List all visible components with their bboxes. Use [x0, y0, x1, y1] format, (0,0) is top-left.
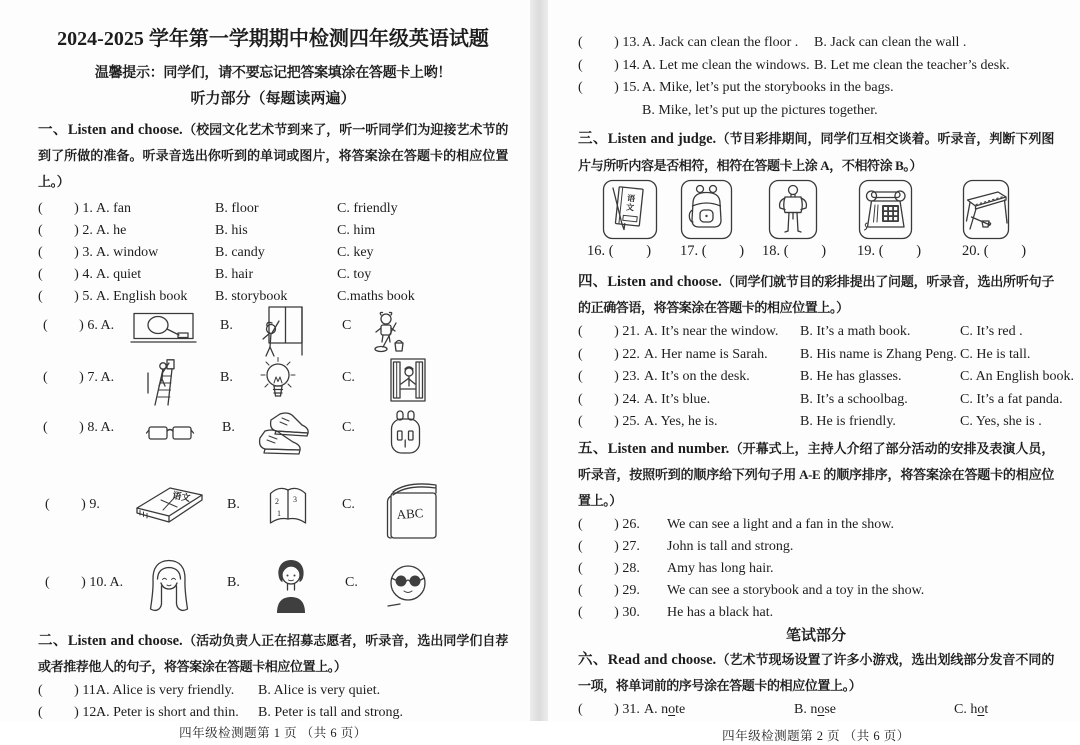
schoolbag-icon	[388, 409, 423, 456]
option-b: B. He has glasses.	[800, 369, 902, 384]
question-24-row	[578, 389, 1063, 412]
option-a: A. Let me clean the windows.	[642, 57, 810, 73]
option-c: C. hot	[954, 701, 989, 717]
page-2-footer: 四年级检测题第 2 页 （共 6 页）	[722, 728, 910, 743]
question-3-row	[38, 242, 508, 264]
section-1-title: Listen and choose.	[67, 122, 183, 138]
question-1-row	[38, 198, 508, 220]
question-29-row	[578, 580, 1054, 602]
question-6-row: ( ) 6. A. B. C	[38, 308, 508, 356]
option-b: B. hair	[215, 267, 254, 282]
sentence: John is tall and strong.	[667, 538, 794, 554]
glasses-icon	[146, 422, 194, 444]
answer-bracket: ( ) 26.	[578, 516, 640, 532]
question-15-option-b-row	[642, 100, 1054, 123]
question-5-row	[38, 286, 508, 308]
option-a: A. Mike, let’s put the storybooks in the bags.	[642, 80, 894, 95]
option-c: C. friendly	[337, 201, 398, 216]
sentence: We can see a light and a fan in the show.	[667, 516, 894, 532]
option-a: A. Her name is Sarah.	[644, 346, 768, 362]
answer-bracket: ( ) 29.	[578, 582, 640, 598]
question-12-row	[38, 702, 508, 724]
answer-bracket: ( ) 31.	[578, 701, 640, 717]
telephone-icon	[858, 179, 913, 240]
section-1-heading: 一、Listen and choose.（校园文化艺术节到来了，听一听同学们为迎接艺术节的到了所做的准备。听录音选出你听到的单词或图片，将答案涂在答题卡的相应位置上。）	[38, 122, 508, 189]
chinese-textbook-icon	[602, 179, 658, 240]
question-4-row	[38, 264, 508, 286]
option-a: A. It’s near the window.	[644, 324, 779, 339]
sentence: Amy has long hair.	[667, 560, 774, 576]
question-15-row	[578, 77, 1054, 100]
option-b: B. Jack can clean the wall .	[814, 35, 967, 50]
listening-part-header: 听力部分（每题读两遍）	[190, 91, 356, 107]
section-1-instruction: （校园文化艺术节到来了，听一听同学们为迎接艺术节的到了所做的准备。听录音选出你听到的单词或图片，将答案涂在答题卡的相应位置上。）	[38, 122, 508, 189]
section-6-heading: 六、Read and choose.（艺术节现场设置了许多小游戏，选出划线部分发音不同的一项，将单词前的序号涂在答题卡的相应位置上。）	[578, 651, 1054, 693]
abc-book-cover-text: ABC	[396, 505, 424, 522]
option-c: C. He is tall.	[960, 346, 1031, 362]
glasses-boy-icon	[386, 559, 430, 609]
answer-bracket: ( ) 12.	[38, 705, 100, 720]
textbook-cover-char: 语	[626, 193, 636, 204]
answer-bracket: ( ) 24.	[578, 391, 640, 407]
option-a: A. It’s blue.	[644, 391, 711, 407]
question-7-row: ( ) 7. A. B. C.	[38, 356, 508, 408]
textbook-cover-char: 文	[625, 202, 635, 213]
question-30-row	[578, 602, 1054, 624]
answer-bracket: ( ) 30.	[578, 604, 640, 620]
question-14-row	[578, 55, 1054, 78]
answer-bracket: ( ) 15.	[578, 80, 640, 95]
option-b: B. His name is Zhang Peng.	[800, 346, 957, 362]
option-b: B. his	[215, 223, 248, 238]
section-3-instruction: （节目彩排期间，同学们互相交谈着。听录音，判断下列图片与所听内容是否相符，相符在答题卡上涂 A，不相符涂 B。）	[578, 131, 1054, 173]
section-6-title: Read and choose.	[607, 651, 717, 668]
question-8-row: ( ) 8. A. B. C.	[38, 408, 508, 463]
answer-bracket: ( ) 22.	[578, 346, 640, 362]
option-a: A. window	[96, 245, 159, 260]
section-6-instruction: （艺术节现场设置了许多小游戏，选出划线部分发音不同的一项，将单词前的序号涂在答题卡的相应位置上。）	[578, 651, 1054, 693]
option-c: C. toy	[337, 267, 372, 282]
sentence: We can see a storybook and a toy in the show.	[667, 582, 925, 598]
option-b: B. nose	[794, 701, 837, 717]
math-book-number: 2	[275, 497, 279, 506]
section-4-title: Listen and choose.	[607, 274, 722, 290]
answer-bracket: ( ) 21.	[578, 324, 640, 339]
section-2-instruction: （活动负责人正在招募志愿者，听录音，选出同学们自荐或者推荐他人的句子，将答案涂在答题卡相应位置上。）	[38, 633, 508, 674]
option-a: A. Alice is very friendly.	[96, 683, 235, 698]
desk-icon	[962, 179, 1010, 240]
option-a: A. fan	[96, 201, 131, 216]
answer-bracket: ( ) 23.	[578, 369, 640, 384]
strong-man-icon	[768, 179, 818, 240]
english-book-icon	[383, 479, 441, 543]
question-10-row: ( ) 10. A. B. C.	[38, 557, 508, 617]
option-a: A. note	[644, 701, 686, 717]
option-c: C. It’s a fat panda.	[960, 391, 1063, 407]
notice-line: 温馨提示：同学们，请不要忘记把答案填涂在答题卡上哟！	[94, 66, 452, 81]
option-a: A. It’s on the desk.	[644, 369, 750, 384]
question-21-row	[578, 321, 1054, 344]
option-b: B. It’s a schoolbag.	[800, 391, 908, 407]
answer-bracket: ( ) 25.	[578, 414, 640, 429]
option-c: C. An English book.	[960, 369, 1074, 384]
option-b: B. Alice is very quiet.	[258, 683, 381, 698]
chinese-book-cover-text: 语文	[171, 490, 192, 504]
floor-mopping-icon	[371, 312, 405, 354]
question-23-row	[578, 366, 1074, 389]
answer-bracket: ( ) 3.	[38, 245, 93, 260]
option-c: C. key	[337, 245, 374, 260]
math-book-number: 1	[277, 509, 281, 518]
section-4-heading: 四、Listen and choose.（同学们就节目的彩排提出了问题，听录音，选出所听句子的正确答语，将答案涂在答题卡的相应位置上。）	[578, 274, 1054, 315]
maths-book-icon	[266, 483, 310, 531]
section-2-title: Listen and choose.	[67, 633, 183, 649]
question-9-row: ( ) 9. 语文 B. 2 3 1 C. ABC	[38, 479, 508, 545]
judge-19-label: 19. ( )	[857, 243, 922, 259]
light-bulb-icon	[260, 356, 297, 403]
window-opening-icon	[390, 358, 426, 402]
option-a: A. Yes, he is.	[644, 414, 718, 429]
option-b: B. It’s a math book.	[800, 324, 911, 339]
option-b: B. storybook	[215, 289, 288, 304]
math-book-number: 3	[293, 495, 297, 504]
answer-bracket: ( ) 2.	[38, 223, 93, 238]
option-b: B. floor	[215, 201, 259, 216]
option-a: A. quiet	[96, 267, 142, 282]
page-1-footer: 四年级检测题第 1 页 （共 6 页）	[179, 726, 367, 740]
answer-bracket: ( ) 27.	[578, 538, 640, 554]
shoes-icon	[255, 410, 323, 457]
option-a: A. Jack can clean the floor .	[642, 35, 799, 50]
page-2	[548, 0, 1080, 743]
picture-hanging-icon	[146, 359, 178, 405]
section-2-heading: 二、Listen and choose.（活动负责人正在招募志愿者，听录音，选出同学们自荐或者推荐他人的句子，将答案涂在答题卡相应位置上。）	[38, 633, 508, 674]
section-5-title: Listen and number.	[607, 440, 730, 457]
question-27-row	[578, 536, 1054, 558]
option-b: B. Let me clean the teacher’s desk.	[814, 57, 1010, 73]
answer-bracket: ( ) 4.	[38, 267, 93, 282]
option-a: A. he	[96, 223, 127, 238]
question-28-row	[578, 558, 1054, 580]
judge-picture-strip	[578, 179, 1054, 269]
judge-17-label: 17. ( )	[680, 243, 745, 259]
section-3-heading: 三、Listen and judge.（节目彩排期间，同学们互相交谈着。听录音，判断下列图片与所听内容是否相符，相符在答题卡上涂 A，不相符涂 B。）	[578, 131, 1054, 173]
option-a: A. Peter is short and thin.	[96, 705, 239, 720]
section-3-title: Listen and judge.	[607, 131, 717, 147]
option-b: B. He is friendly.	[800, 414, 896, 429]
option-c: C. Yes, she is .	[960, 414, 1042, 429]
answer-bracket: ( ) 13.	[578, 35, 640, 50]
section-4-instruction: （同学们就节目的彩排提出了问题，听录音，选出所听句子的正确答语，将答案涂在答题卡的相应位置上。）	[578, 274, 1054, 315]
answer-bracket: ( ) 14.	[578, 57, 640, 73]
section-5-instruction: （开幕式上，主持人介绍了部分活动的安排及表演人员，听录音，按照听到的顺序给下列句子用 A-E 的顺序排序，将答案涂在答题卡的相应位置上。）	[578, 440, 1054, 508]
question-2-row	[38, 220, 508, 242]
judge-18-label: 18. ( )	[762, 243, 827, 259]
question-11-row	[38, 680, 508, 702]
question-13-row	[578, 32, 1054, 55]
window-cleaning-icon	[253, 306, 306, 358]
question-22-row	[578, 344, 1054, 367]
short-hair-woman-icon	[273, 557, 310, 614]
chinese-book-icon	[130, 481, 207, 529]
question-25-row	[578, 411, 1054, 434]
option-b: B. candy	[215, 245, 265, 260]
exam-title: 2024-2025 学年第一学期期中检测四年级英语试题	[57, 28, 489, 50]
written-part-header: 笔试部分	[785, 627, 846, 644]
schoolbag-framed-icon	[680, 179, 733, 240]
long-hair-girl-icon	[148, 558, 190, 613]
judge-20-label: 20. ( )	[962, 243, 1027, 259]
question-31-row	[578, 699, 1054, 721]
option-c: C. It’s red .	[960, 324, 1023, 339]
question-26-row	[578, 514, 1054, 536]
blackboard-cleaning-icon	[130, 312, 197, 345]
answer-bracket: ( ) 1.	[38, 201, 93, 216]
option-b: B. Peter is tall and strong.	[258, 705, 404, 720]
option-a: A. English book	[96, 289, 188, 304]
option-c: C.maths book	[337, 289, 415, 304]
section-5-heading: 五、Listen and number.（开幕式上，主持人介绍了部分活动的安排及表演人员，听录音，按照听到的顺序给下列句子用 A-E 的顺序排序，将答案涂在答题卡的相应位置上。）	[578, 440, 1054, 508]
judge-16-label: 16. ( )	[587, 243, 652, 259]
sentence: He has a black hat.	[667, 604, 774, 620]
option-c: C. him	[337, 223, 376, 238]
page-1	[0, 0, 530, 740]
answer-bracket: ( ) 28.	[578, 560, 640, 576]
option-b: B. Mike, let’s put up the pictures together.	[642, 102, 878, 118]
page-divider	[530, 0, 548, 721]
answer-bracket: ( ) 11.	[38, 683, 100, 698]
answer-bracket: ( ) 5.	[38, 289, 93, 304]
